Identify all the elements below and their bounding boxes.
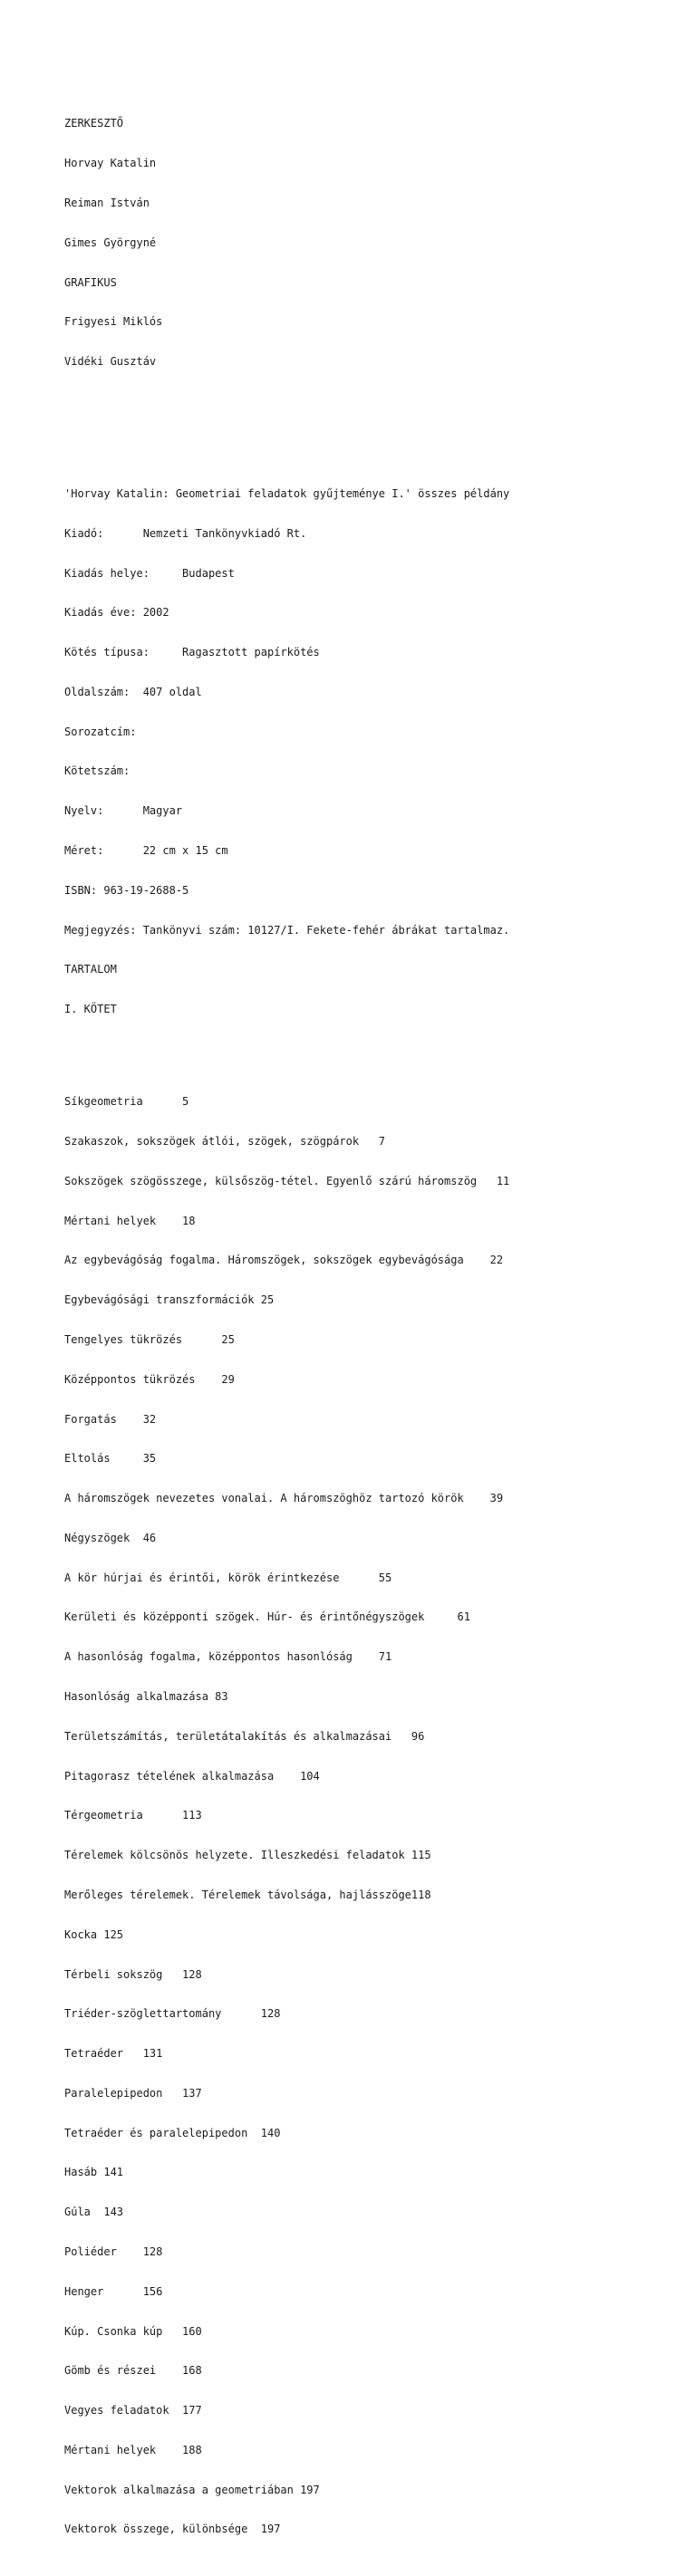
toc-entry: A kör húrjai és érintői, körök érintkezése 55 <box>64 1571 392 1584</box>
info-line: Megjegyzés: Tankönyvi szám: 10127/I. Fekete-fehér ábrákat tartalmaz. <box>64 923 510 937</box>
info-line: Sorozatcím: <box>64 725 137 738</box>
toc-entry: Henger 156 <box>64 2284 163 2298</box>
toc-entry: Mértani helyek 18 <box>64 1214 196 1227</box>
toc-entry: Vegyes feladatok 177 <box>64 2404 202 2417</box>
toc-entry: Sokszögek szögösszege, külsőszög-tétel. Egyenlő szárú háromszög 11 <box>64 1174 510 1187</box>
toc-entry: Tengelyes tükrözés 25 <box>64 1333 235 1346</box>
toc-entry: Hasonlóság alkalmazása 83 <box>64 1690 228 1704</box>
info-line: Kötetszám: <box>64 764 130 778</box>
toc-entry: Gömb és részei 168 <box>64 2364 202 2378</box>
toc-entry: A hasonlóság fogalma, középpontos hasonlóság 71 <box>64 1650 392 1664</box>
toc-entry: Térbeli sokszög 128 <box>64 1967 202 1981</box>
section-heading: I. KÖTET <box>64 1003 117 1016</box>
toc-entry: Síkgeometria 5 <box>64 1095 189 1109</box>
blank-line <box>64 421 681 435</box>
credits-block <box>64 91 681 395</box>
toc-entry: A háromszögek nevezetes vonalai. A háromszöghöz tartozó körök 39 <box>64 1492 504 1505</box>
toc-entry: Kocka 125 <box>64 1927 124 1941</box>
toc-entry: Paralelepipedon 137 <box>64 2086 202 2100</box>
credit-line: GRAFIKUS <box>64 275 117 289</box>
credit-line: Frigyesi Miklós <box>64 315 163 329</box>
credit-line: Vidéki Gusztáv <box>64 355 157 369</box>
toc-entry: Négyszögek 46 <box>64 1531 157 1544</box>
toc-entry: Kúp. Csonka kúp 160 <box>64 2324 202 2338</box>
toc-entry: Kerületi és középponti szögek. Húr- és érintőnégyszögek 61 <box>64 1610 470 1624</box>
toc-entry: Vektorok alkalmazása a geometriában 197 <box>64 2483 320 2496</box>
toc-entry: Az egybevágóság fogalma. Háromszögek, sokszögek egybevágósága 22 <box>64 1254 504 1267</box>
toc-entry: Középpontos tükrözés 29 <box>64 1372 235 1386</box>
document-text <box>64 64 681 2576</box>
toc-entry: Vektorok összege, különbsége 197 <box>64 2523 281 2536</box>
credit-line: Gimes Györgyné <box>64 235 157 249</box>
toc-entry: Egybevágósági transzformációk 25 <box>64 1293 275 1307</box>
toc-entry: Hasáb 141 <box>64 2166 124 2179</box>
toc-entry: Forgatás 32 <box>64 1412 157 1426</box>
toc-entry: Merőleges térelemek. Térelemek távolsága, hajlásszöge118 <box>64 1888 431 1901</box>
info-line: Méret: 22 cm x 15 cm <box>64 844 228 858</box>
info-line: 'Horvay Katalin: Geometriai feladatok gyűjteménye I.' összes példány <box>64 487 510 500</box>
toc-entry: Szakaszok, sokszögek átlói, szögek, szögpárok 7 <box>64 1135 386 1149</box>
credit-line: Horvay Katalin <box>64 157 157 170</box>
book-info-block <box>64 461 681 1043</box>
toc-entry: Térelemek kölcsönös helyzete. Illeszkedési feladatok 115 <box>64 1849 431 1862</box>
toc-entry: Poliéder 128 <box>64 2244 163 2258</box>
info-line: Nyelv: Magyar <box>64 804 183 818</box>
toc-entry: Triéder-szöglettartomány 128 <box>64 2007 281 2021</box>
info-line: Kiadó: Nemzeti Tankönyvkiadó Rt. <box>64 526 307 540</box>
info-line: Kiadás éve: 2002 <box>64 606 169 620</box>
credit-line: Reiman István <box>64 196 150 209</box>
toc-entry: Területszámítás, területátalakítás és alkalmazásai 96 <box>64 1729 425 1743</box>
toc-entry: Eltolás 35 <box>64 1452 157 1466</box>
toc-entry: Tetraéder és paralelepipedon 140 <box>64 2126 281 2139</box>
credit-line: ZERKESZTŐ <box>64 117 124 130</box>
toc-entry: Tetraéder 131 <box>64 2047 163 2061</box>
toc-entry: Pitagorasz tételének alkalmazása 104 <box>64 1769 320 1783</box>
info-line: ISBN: 963-19-2688-5 <box>64 883 189 897</box>
info-line: Kötés típusa: Ragasztott papírkötés <box>64 646 320 659</box>
toc-entry: Mértani helyek 188 <box>64 2443 202 2456</box>
info-line: Kiadás helye: Budapest <box>64 566 235 580</box>
table-of-contents <box>64 1069 681 2562</box>
toc-entry: Gúla 143 <box>64 2206 124 2219</box>
section-heading: TARTALOM <box>64 963 117 976</box>
info-line: Oldalszám: 407 oldal <box>64 685 202 698</box>
toc-entry: Térgeometria 113 <box>64 1809 202 1822</box>
